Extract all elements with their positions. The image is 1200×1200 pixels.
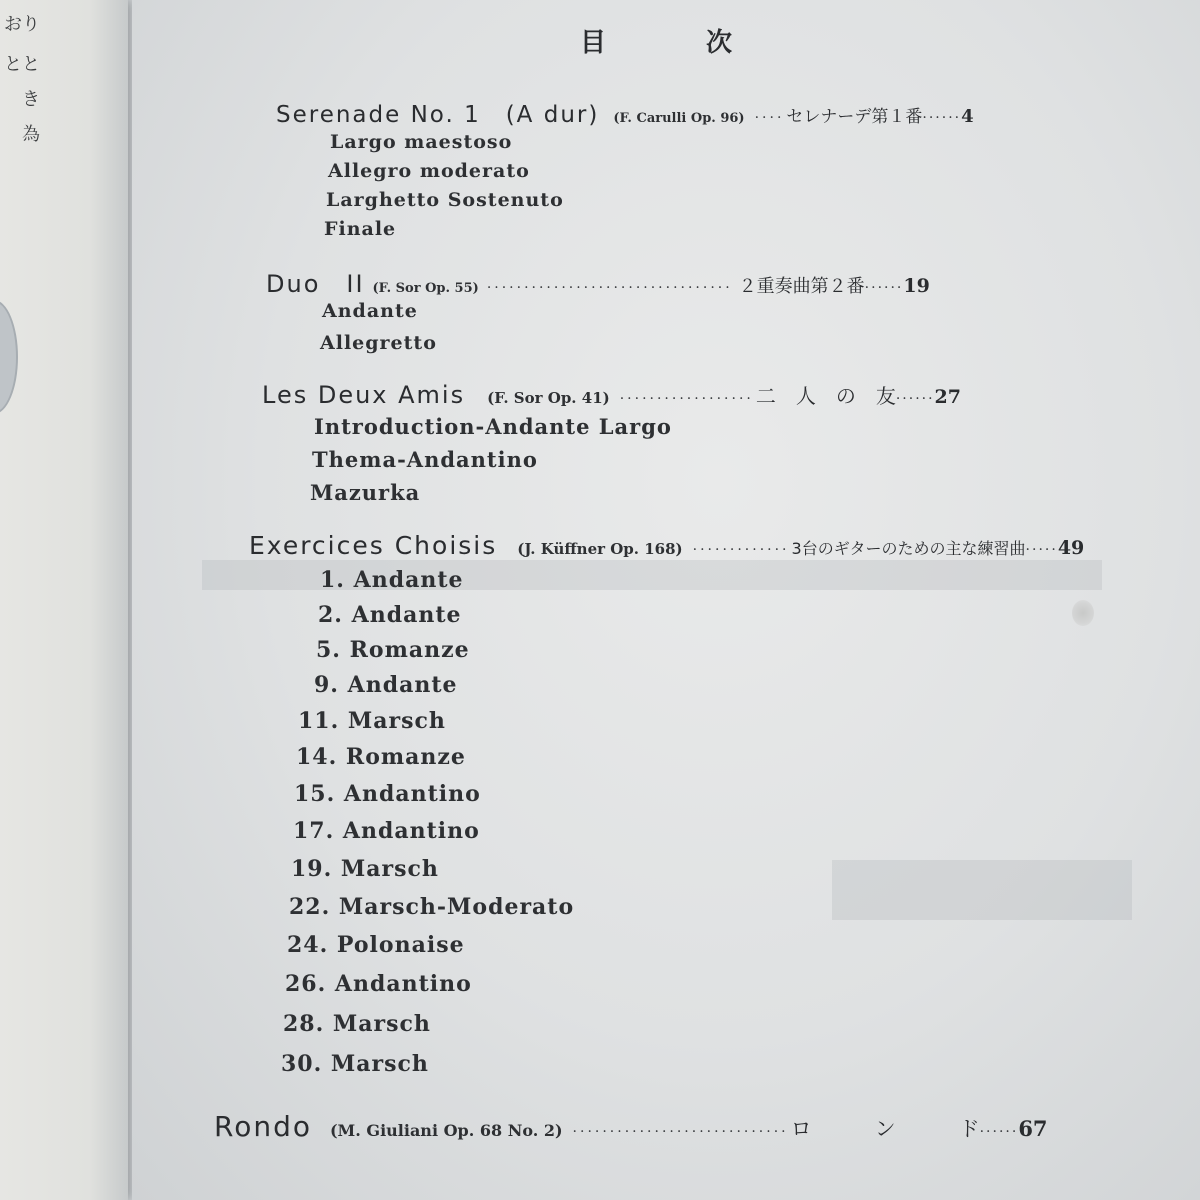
left-page-text-1: おり bbox=[4, 14, 40, 35]
movement-item: 11. Marsch bbox=[298, 708, 446, 734]
entry-japanese-title: 二 人 の 友 bbox=[755, 384, 896, 408]
movement-item: Finale bbox=[324, 218, 397, 240]
movement-item: 2. Andante bbox=[318, 602, 462, 628]
entry-page-number: 4 bbox=[961, 106, 974, 127]
movement-item: 15. Andantino bbox=[294, 781, 481, 807]
movement-item: 22. Marsch-Moderato bbox=[289, 894, 575, 920]
movement-item: 19. Marsch bbox=[291, 856, 439, 882]
entry-title: Serenade No. 1 (A dur) bbox=[276, 102, 600, 128]
movement-item: 9. Andante bbox=[314, 672, 458, 698]
dot-leader: ····························· bbox=[572, 1124, 789, 1140]
movement-item: 5. Romanze bbox=[316, 637, 470, 663]
toc-entry-serenade bbox=[276, 96, 974, 129]
dot-leader: ···· bbox=[754, 110, 785, 126]
entry-japanese-title: ロ ン ド bbox=[790, 1117, 980, 1141]
entry-opus: (F. Sor Op. 41) bbox=[487, 389, 610, 407]
toc-entry-duo bbox=[266, 264, 930, 299]
movement-item: 1. Andante bbox=[320, 567, 464, 593]
entry-japanese-title: セレナーデ第１番 bbox=[786, 107, 923, 127]
entry-title: Duo II bbox=[266, 270, 365, 298]
movement-item: Thema-Andantino bbox=[312, 447, 538, 472]
movement-item: Allegretto bbox=[320, 332, 437, 354]
movement-item: Mazurka bbox=[310, 480, 421, 505]
left-page-text-2: とと bbox=[4, 54, 40, 75]
movement-item: Allegro moderato bbox=[328, 160, 530, 182]
entry-opus: (M. Giuliani Op. 68 No. 2) bbox=[329, 1121, 563, 1140]
entry-opus: (F. Carulli Op. 96) bbox=[613, 111, 745, 126]
page-title: 目次 bbox=[580, 28, 833, 58]
dot-leader: ································· bbox=[486, 280, 733, 296]
entry-title: Rondo bbox=[214, 1110, 312, 1143]
dot-leader-end: ······ bbox=[979, 1124, 1019, 1140]
dot-leader-end: ····· bbox=[1025, 542, 1058, 558]
dot-leader: ·················· bbox=[619, 391, 754, 407]
entry-page-number: 67 bbox=[1018, 1116, 1048, 1141]
movement-item: 30. Marsch bbox=[281, 1051, 429, 1077]
dot-leader-end: ······ bbox=[922, 110, 962, 126]
movement-item: Andante bbox=[322, 300, 418, 322]
dot-leader-end: ······ bbox=[864, 280, 904, 296]
entry-title: Exercices Choisis bbox=[249, 531, 498, 560]
entry-title: Les Deux Amis bbox=[262, 381, 466, 409]
entry-japanese-title: ２重奏曲第２番 bbox=[738, 276, 865, 297]
paper-stain bbox=[1072, 600, 1094, 626]
entry-japanese-title: 3台のギターのための主な練習曲 bbox=[791, 539, 1026, 558]
toc-entry-exercices-choisis bbox=[249, 531, 1084, 560]
movement-item: 28. Marsch bbox=[283, 1011, 431, 1037]
movement-item: Introduction-Andante Largo bbox=[314, 414, 672, 439]
toc-entry-rondo bbox=[214, 1110, 1048, 1143]
left-page-text-4: 為 bbox=[22, 124, 40, 145]
entry-page-number: 49 bbox=[1057, 537, 1085, 559]
movement-item: 26. Andantino bbox=[285, 971, 472, 997]
left-page-edge bbox=[0, 0, 128, 1200]
dot-leader-end: ······ bbox=[895, 391, 935, 407]
movement-item: Larghetto Sostenuto bbox=[326, 189, 564, 211]
movement-item: 24. Polonaise bbox=[287, 932, 465, 958]
dot-leader: ············· bbox=[692, 542, 790, 558]
movement-item: 14. Romanze bbox=[296, 744, 466, 770]
page-tab-marker bbox=[0, 300, 18, 414]
entry-page-number: 27 bbox=[934, 386, 961, 408]
left-page-text-3: き bbox=[22, 89, 40, 110]
movement-item: Largo maestoso bbox=[330, 131, 513, 153]
show-through-staff-2 bbox=[832, 860, 1132, 920]
entry-opus: (F. Sor Op. 55) bbox=[372, 281, 479, 296]
entry-page-number: 19 bbox=[903, 275, 930, 297]
toc-entry-les-deux-amis bbox=[262, 380, 961, 409]
movement-item: 17. Andantino bbox=[293, 818, 480, 844]
entry-opus: (J. Küffner Op. 168) bbox=[517, 540, 683, 558]
